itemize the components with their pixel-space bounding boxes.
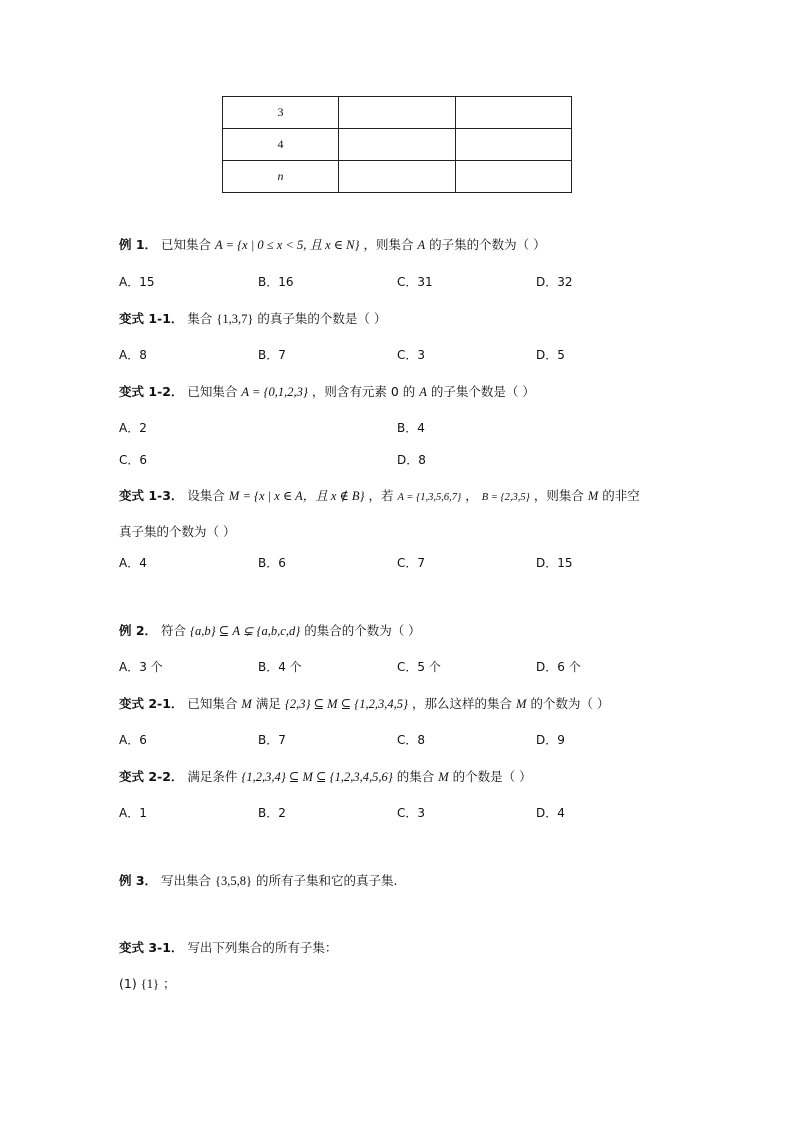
math-expression: M = {x | x ∈ A，且 x ∉ B} [228,489,365,503]
math-variable: M [516,697,527,711]
option-c[interactable]: C．5 个 [397,660,441,674]
math-expression: A = {1,3,5,6,7} [397,492,462,503]
question-label: 例 2． [119,623,158,638]
table-row [223,129,572,161]
option-d[interactable]: D．4 [536,806,565,820]
table-row [223,97,572,129]
table-cell [456,97,572,129]
option-d[interactable]: D．9 [536,733,565,747]
question-text: 的个数为（ ） [530,696,610,711]
question-variant-1-2 [119,382,535,400]
option-a[interactable]: A．3 个 [119,660,163,674]
math-expression: {a,b} ⊆ A ⊊ {a,b,c,d} [190,624,301,638]
math-expression: {1,2,3,4} ⊆ M ⊆ {1,2,3,4,5,6} [241,770,393,784]
math-variable: A [419,385,427,399]
question-text: 已知集合 [161,237,212,252]
option-a[interactable]: A．4 [119,556,147,570]
option-a[interactable]: A．6 [119,733,147,747]
table-cell [456,161,572,193]
question-text: 满足条件 [187,769,238,784]
question-example-3 [119,871,398,889]
question-text: ，那么这样的集合 [412,696,513,711]
math-variable: M [438,770,449,784]
math-expression: {1} [140,977,159,991]
option-b[interactable]: B．2 [258,806,286,820]
question-text-continued: 真子集的个数为（ ） [119,524,236,539]
option-a[interactable]: A．8 [119,348,147,362]
table-cell [339,97,456,129]
option-b[interactable]: B．7 [258,348,286,362]
question-label: 变式 1-2． [119,384,184,399]
option-c[interactable]: C．3 [397,806,426,820]
option-c[interactable]: C．8 [397,733,426,747]
question-text: 写出集合 [161,873,212,888]
math-expression: {2,3} ⊆ M ⊆ {1,2,3,4,5} [284,697,409,711]
sub-question-1 [119,974,175,992]
question-variant-2-2 [119,767,532,785]
question-variant-1-3 [119,486,640,504]
option-b[interactable]: B．16 [258,275,294,289]
math-variable: M [241,697,252,711]
option-b[interactable]: B．6 [258,556,286,570]
question-text: 已知集合 [187,696,238,711]
counting-table [222,96,572,193]
question-text: ，则含有元素 0 的 [311,384,416,399]
option-d[interactable]: D．5 [536,348,565,362]
question-text: 符合 [161,623,187,638]
math-expression: A = {x | 0 ≤ x < 5, 且 x ∈ N} [215,238,360,252]
question-label: 例 3． [119,873,158,888]
option-d[interactable]: D．8 [397,453,426,467]
question-text: ，则集合 [533,488,584,503]
question-text: 的个数是（ ） [452,769,532,784]
math-expression: {1,3,7} [216,312,254,326]
option-b[interactable]: B．4 [397,421,425,435]
option-d[interactable]: D．15 [536,556,573,570]
question-text: 集合 [187,311,213,326]
question-text: 设集合 [187,488,225,503]
question-label: 变式 1-3． [119,488,184,503]
question-text: 的子集个数是（ ） [430,384,535,399]
question-text: 的所有子集和它的真子集. [256,873,398,888]
table-cell-n: 3 [223,97,339,129]
option-a[interactable]: A．15 [119,275,155,289]
question-variant-3-1 [119,938,337,956]
question-text: ， [465,488,478,503]
math-expression: A = {0,1,2,3} [241,385,308,399]
option-c[interactable]: C．31 [397,275,433,289]
question-text: 的集合 [396,769,435,784]
question-text: 的真子集的个数是（ ） [257,311,387,326]
option-c[interactable]: C．3 [397,348,426,362]
table-cell-n: 4 [223,129,339,161]
question-text: ，则集合 [363,237,414,252]
question-label: 变式 2-2． [119,769,184,784]
sub-question-number: (1) [119,976,137,991]
table-cell [456,129,572,161]
question-label: 变式 1-1． [119,311,184,326]
math-variable: M [587,489,599,503]
option-a[interactable]: A．1 [119,806,147,820]
option-b[interactable]: B．4 个 [258,660,302,674]
option-a[interactable]: A．2 [119,421,147,435]
table-row [223,161,572,193]
question-text: 已知集合 [187,384,238,399]
option-d[interactable]: D．32 [536,275,573,289]
option-c[interactable]: C．6 [119,453,148,467]
question-text: 写出下列集合的所有子集： [187,940,338,955]
question-label: 例 1． [119,237,158,252]
question-label: 变式 3-1． [119,940,184,955]
question-text: ； [162,976,176,991]
table-cell [339,129,456,161]
math-expression: B = {2,3,5} [481,492,530,503]
option-c[interactable]: C．7 [397,556,426,570]
option-b[interactable]: B．7 [258,733,286,747]
math-expression: {3,5,8} [215,874,253,888]
question-text: 满足 [255,696,281,711]
question-text: 的非空 [602,488,640,503]
question-text: ，若 [368,488,394,503]
math-variable: A [417,238,426,252]
option-d[interactable]: D．6 个 [536,660,581,674]
question-variant-2-1 [119,694,609,712]
question-text: 的子集的个数为（ ） [429,237,546,252]
question-label: 变式 2-1． [119,696,184,711]
table-cell [339,161,456,193]
question-example-2 [119,621,421,639]
question-text: 的集合的个数为（ ） [304,623,421,638]
table-cell-n: n [223,161,339,193]
question-variant-1-1 [119,309,386,327]
question-example-1 [119,235,546,253]
